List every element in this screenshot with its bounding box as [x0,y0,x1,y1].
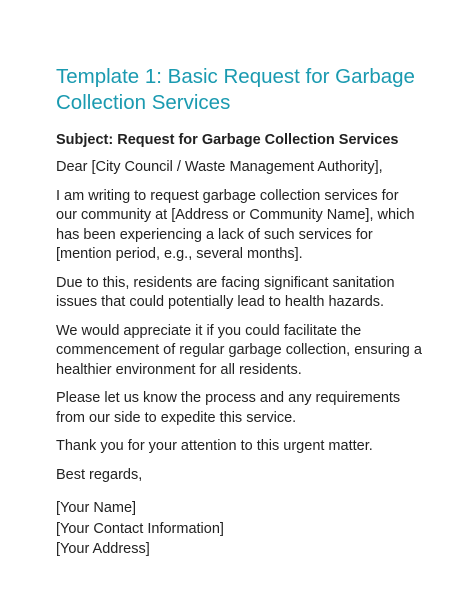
paragraph-line: [mention period, e.g., several months]. [56,246,303,262]
paragraph-line: healthier environment for all residents. [56,361,302,378]
paragraph-line: has been experiencing a lack of such services for [56,226,373,243]
paragraph-line: commencement of regular garbage collection, ensuring a [56,342,422,358]
paragraph-issues [56,274,436,313]
document-title [56,64,436,116]
paragraph-process [56,389,436,428]
letter-page [56,64,436,560]
salutation: Dear [City Council / Waste Management Authority], [56,159,383,175]
subject-line: Subject: Request for Garbage Collection Services [56,132,399,148]
signature-address: [Your Address] [56,541,150,557]
signature-block [56,498,436,560]
paragraph-request [56,187,436,265]
title-line: Template 1: Basic Request for Garbage [56,65,415,88]
paragraph-line: Due to this, residents are facing significant sanitation [56,274,395,291]
signature-name: [Your Name] [56,500,137,516]
paragraph-line: our community at [Address or Community Name], which [56,207,415,223]
paragraph-line: We would appreciate it if you could facilitate the [56,322,362,339]
signature-contact: [Your Contact Information] [56,520,224,537]
title-line: Collection Services [56,91,231,114]
paragraph-thanks [56,437,436,457]
paragraph-line: I am writing to request garbage collection services for [56,187,399,204]
paragraph-line: from our side to expedite this service. [56,409,297,426]
paragraph-line: Please let us know the process and any requirements [56,390,401,406]
paragraph-line: issues that could potentially lead to health hazards. [56,294,385,310]
paragraph-line: Thank you for your attention to this urgent matter. [56,438,373,454]
paragraph-appreciation [56,322,436,381]
closing: Best regards, [56,466,143,483]
